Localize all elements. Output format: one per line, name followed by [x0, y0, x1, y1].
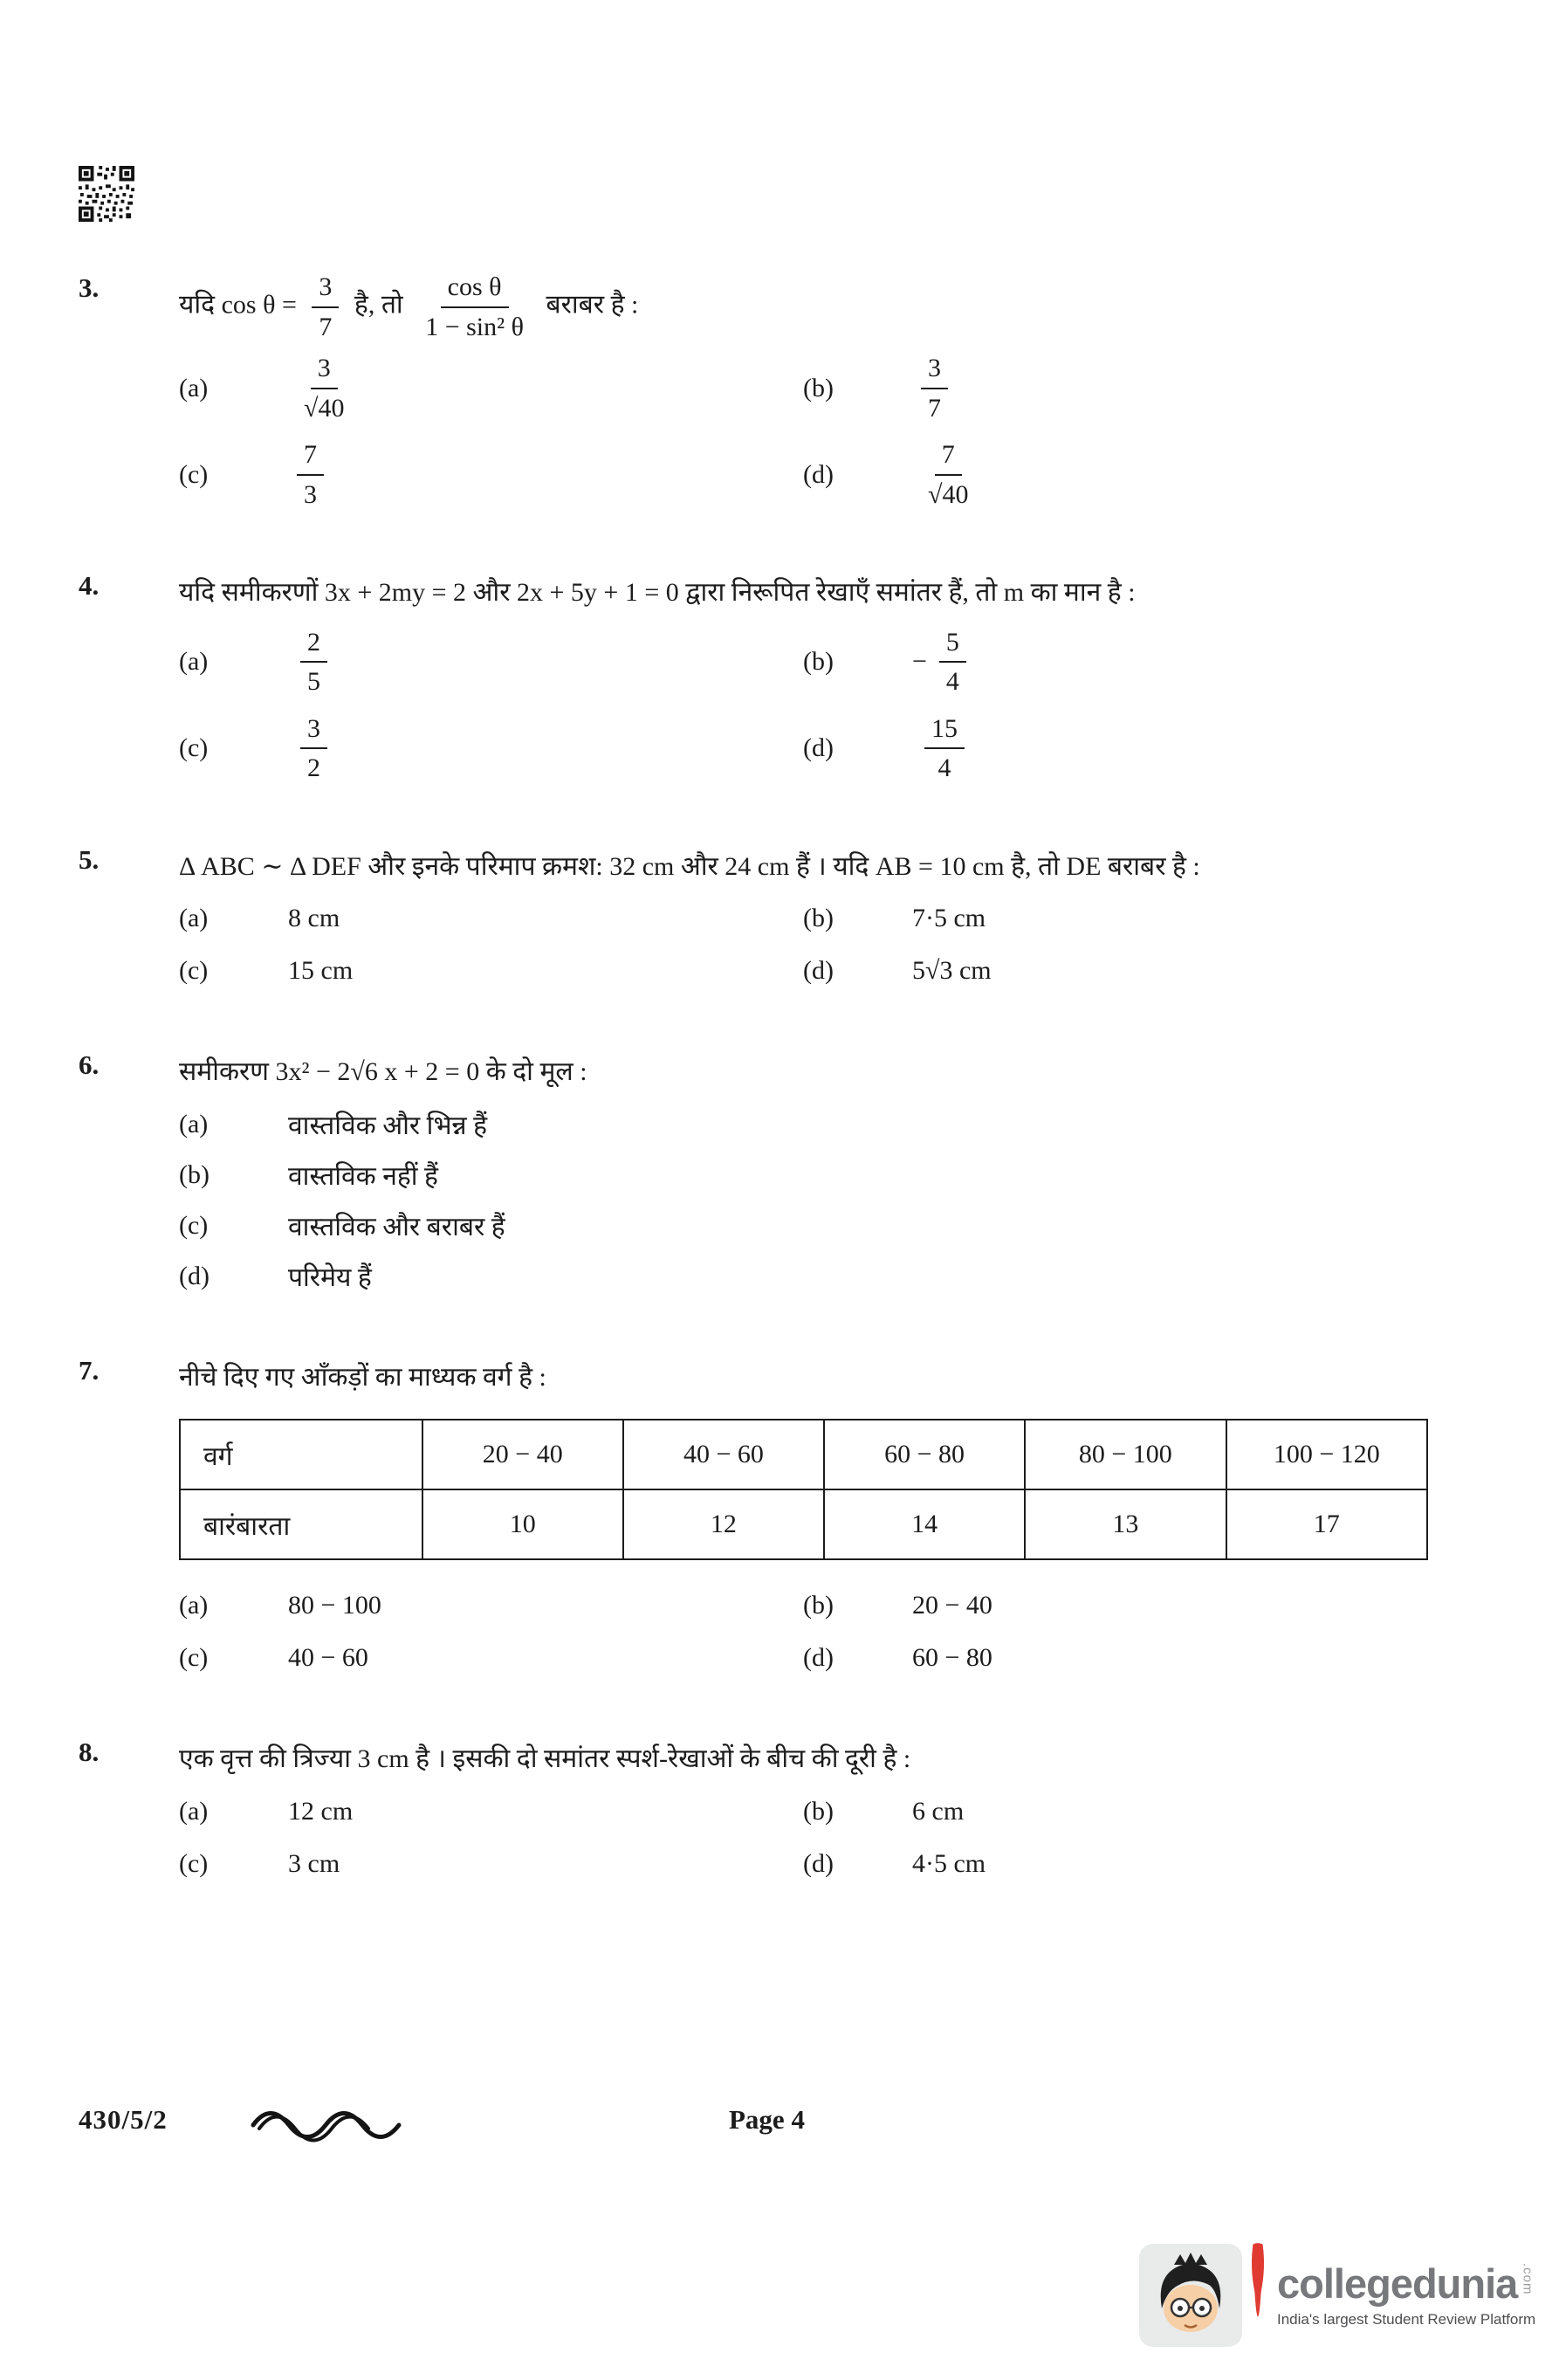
- option-value: परिमेय हैं: [288, 1263, 372, 1292]
- question-stem: नीचे दिए गए आँकड़ों का माध्यक वर्ग है :: [179, 1362, 546, 1392]
- option-d: [803, 712, 1428, 785]
- options: [179, 1792, 1428, 1883]
- option-a: [179, 626, 803, 698]
- question-number: 4.: [79, 570, 100, 601]
- option-a: [179, 899, 803, 938]
- brand-tld: .com: [1520, 2262, 1535, 2295]
- option-d: [179, 1257, 1428, 1296]
- option-label: (a): [179, 904, 209, 932]
- option-label: (a): [179, 647, 209, 676]
- option-value: 15 cm: [288, 956, 354, 985]
- option-value: 12 cm: [288, 1796, 354, 1826]
- fraction: $\frac{7}{3}$: [297, 438, 324, 511]
- option-label: (c): [179, 1210, 209, 1240]
- option-c: [179, 438, 803, 511]
- option-b: [803, 1792, 1428, 1831]
- option-c: [179, 952, 803, 990]
- option-value: 5√3 cm: [912, 956, 992, 985]
- option-value: 6 cm: [912, 1796, 965, 1826]
- question-number: 7.: [79, 1354, 100, 1386]
- option-label: (d): [803, 1848, 834, 1878]
- table-row: [180, 1420, 1427, 1489]
- table-cell: 40 − 60: [623, 1420, 824, 1489]
- table-cell: 60 − 80: [824, 1420, 1025, 1489]
- question-stem: Δ ABC ∼ Δ DEF और इनके परिमाप क्रमश: 32 cm और 24 cm हैं । यदि AB = 10 cm है, तो DE बराबर है :: [179, 851, 1200, 881]
- option-value: 7·5 cm: [912, 904, 986, 932]
- fraction: $\frac{3}{2}$: [300, 712, 327, 785]
- option-b: (b) − $\frac{5}{4}$: [803, 626, 1428, 698]
- option-value: 20 − 40: [912, 1591, 992, 1620]
- option-label: (b): [803, 373, 834, 402]
- question-number: 5.: [79, 843, 100, 875]
- table-cell: 14: [824, 1489, 1025, 1559]
- table-cell: 20 − 40: [422, 1420, 623, 1489]
- signature-squiggle: [249, 2106, 406, 2143]
- option-label: (b): [803, 1591, 834, 1620]
- option-value: 4·5 cm: [912, 1848, 986, 1878]
- option-label: (d): [803, 733, 834, 762]
- option-value: वास्तविक और भिन्न हैं: [288, 1111, 488, 1140]
- option-a: [179, 1792, 803, 1831]
- option-label: (c): [179, 1643, 209, 1672]
- question-5: [79, 843, 1428, 991]
- question-stem: [179, 271, 1428, 343]
- option-d: [803, 1845, 1428, 1883]
- options: [179, 1105, 1428, 1296]
- option-value: 80 − 100: [288, 1591, 381, 1620]
- option-c: [179, 1207, 1428, 1245]
- question-4: [79, 568, 1428, 785]
- option-a: [179, 1586, 803, 1625]
- option-label: (c): [179, 459, 209, 489]
- fraction: $\frac{5}{4}$: [939, 626, 966, 698]
- option-label: (d): [803, 956, 834, 985]
- table-cell: 10: [422, 1489, 623, 1559]
- option-label: (b): [179, 1159, 209, 1189]
- page-number: Page 4: [729, 2104, 805, 2135]
- stem-text: बराबर है :: [546, 290, 639, 320]
- table-cell: 80 − 100: [1025, 1420, 1226, 1489]
- brand-text: [1277, 2260, 1536, 2328]
- option-label: (c): [179, 1848, 209, 1878]
- fraction: $\frac{15}{4}$: [924, 712, 965, 785]
- page-footer: [79, 2095, 1428, 2156]
- option-c: [179, 712, 803, 785]
- table-cell: 17: [1226, 1489, 1427, 1559]
- question-stem: यदि समीकरणों 3x + 2my = 2 और 2x + 5y + 1 = 0 द्वारा निरूपित रेखाएँ समांतर हैं, तो m का मान है :: [179, 578, 1136, 607]
- options: [179, 1586, 1428, 1677]
- stem-text: है, तो: [354, 290, 403, 320]
- table-cell: 12: [623, 1489, 824, 1559]
- table-cell: 100 − 120: [1226, 1420, 1427, 1489]
- option-label: (d): [179, 1261, 209, 1290]
- option-label: (a): [179, 1591, 209, 1620]
- option-b: [803, 899, 1428, 938]
- qr-code: [79, 166, 134, 222]
- table-header-cell: बारंबारता: [180, 1489, 422, 1559]
- question-stem: समीकरण 3x² − 2√6 x + 2 = 0 के दो मूल :: [179, 1057, 587, 1086]
- options: [179, 899, 1428, 990]
- question-stem: एक वृत्त की त्रिज्या 3 cm है । इसकी दो समांतर स्पर्श-रेखाओं के बीच की दूरी है :: [179, 1744, 911, 1773]
- option-label: (b): [803, 904, 834, 932]
- question-6: [79, 1048, 1428, 1296]
- option-label: (d): [803, 459, 834, 489]
- red-drip-icon: [1247, 2241, 1268, 2320]
- option-b: [803, 1586, 1428, 1625]
- option-value: 8 cm: [288, 904, 340, 932]
- question-3: [79, 271, 1428, 511]
- option-b: [803, 352, 1428, 424]
- brand-name: collegedunia: [1277, 2260, 1518, 2307]
- frequency-table: [179, 1419, 1428, 1560]
- option-value: वास्तविक और बराबर हैं: [288, 1213, 505, 1242]
- option-value: वास्तविक नहीं हैं: [288, 1162, 438, 1191]
- question-7: [79, 1353, 1428, 1678]
- option-b: [179, 1156, 1428, 1194]
- option-d: [803, 1639, 1428, 1677]
- option-value: 3 cm: [288, 1848, 340, 1878]
- option-label: (a): [179, 1109, 209, 1138]
- option-value: 60 − 80: [912, 1643, 992, 1672]
- brand-tagline: India's largest Student Review Platform: [1277, 2310, 1536, 2328]
- fraction: $\frac{3}{√40}$: [304, 354, 345, 423]
- option-label: (a): [179, 1796, 209, 1826]
- option-label: (b): [803, 1796, 834, 1826]
- option-a: [179, 352, 803, 424]
- option-d: [803, 952, 1428, 990]
- table-cell: 13: [1025, 1489, 1226, 1559]
- stem-text: यदि cos θ =: [179, 290, 297, 320]
- option-c: [179, 1639, 803, 1677]
- mascot-icon: [1139, 2244, 1242, 2347]
- option-label: (c): [179, 956, 209, 985]
- collegedunia-logo: [1139, 2244, 1535, 2347]
- option-label: (a): [179, 373, 209, 402]
- option-label: (d): [803, 1643, 834, 1672]
- question-number: 3.: [79, 272, 100, 303]
- fraction: $\frac{3}{7}$: [921, 352, 948, 424]
- fraction: $\frac{7}{√40}$: [928, 440, 969, 509]
- question-number: 6.: [79, 1049, 100, 1080]
- option-a: [179, 1105, 1428, 1144]
- table-row: [180, 1489, 1427, 1559]
- option-label: (b): [803, 647, 834, 676]
- option-d: [803, 438, 1428, 511]
- paper-code: 430/5/2: [79, 2104, 168, 2135]
- option-label: (c): [179, 733, 209, 762]
- question-number: 8.: [79, 1737, 100, 1767]
- table-header-cell: वर्ग: [180, 1420, 422, 1489]
- fraction: $\frac{\text{cos θ}}{\text{1 − sin² θ}}$: [425, 272, 524, 341]
- options: [179, 352, 1428, 511]
- options: [179, 626, 1428, 785]
- option-value: 40 − 60: [288, 1643, 368, 1672]
- question-8: [79, 1735, 1428, 1883]
- fraction: $\frac{3}{7}$: [312, 271, 339, 343]
- fraction: $\frac{2}{5}$: [300, 626, 327, 698]
- option-c: [179, 1845, 803, 1883]
